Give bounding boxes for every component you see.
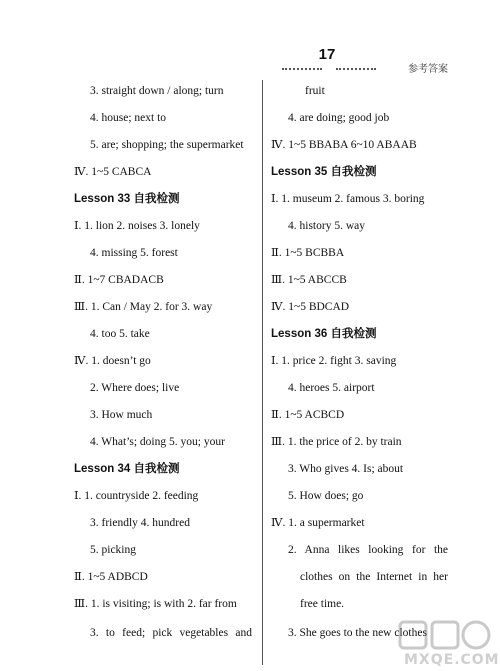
answer-line: 2. Anna likes looking for the xyxy=(288,544,448,556)
answer-line: fruit xyxy=(305,85,325,97)
answer-line: 4. What’s; doing 5. you; your xyxy=(90,436,225,448)
answer-line: 5. are; shopping; the supermarket xyxy=(90,139,244,151)
answer-line: Ⅰ. 1. museum 2. famous 3. boring xyxy=(271,193,425,205)
answer-line: Ⅰ. 1. lion 2. noises 3. lonely xyxy=(74,220,200,232)
answer-line: Ⅳ. 1~5 BBABA 6~10 ABAAB xyxy=(271,139,417,151)
answer-line: Ⅳ. 1. a supermarket xyxy=(271,517,365,529)
answer-line: 5. How does; go xyxy=(288,490,364,502)
answer-line: Ⅰ. 1. countryside 2. feeding xyxy=(74,490,199,502)
answer-line: 4. missing 5. forest xyxy=(90,247,178,259)
answer-line: Ⅱ. 1~5 ACBCD xyxy=(271,409,345,421)
page-number: 17 xyxy=(318,46,336,63)
answer-line: 3. She goes to the new clothes xyxy=(288,627,427,639)
answer-line: 3. to feed; pick vegetables and xyxy=(90,627,252,639)
answer-line: Ⅱ. 1~5 BCBBA xyxy=(271,247,345,259)
header-dotted-rule-right xyxy=(336,68,376,70)
lesson-heading: Lesson 34 自我检测 xyxy=(74,463,180,475)
watermark-logo-icon xyxy=(398,618,494,652)
lesson-heading: Lesson 33 自我检测 xyxy=(74,193,180,205)
watermark xyxy=(398,618,498,668)
answer-line: 3. straight down / along; turn xyxy=(90,85,224,97)
answer-line: 4. history 5. way xyxy=(288,220,365,232)
answer-line: 4. too 5. take xyxy=(90,328,150,340)
lesson-heading: Lesson 35 自我检测 xyxy=(271,166,377,178)
watermark-text: MXQE.COM xyxy=(404,652,500,668)
answer-line: free time. xyxy=(300,598,345,610)
answer-line: 3. friendly 4. hundred xyxy=(90,517,190,529)
answer-line: Ⅲ. 1~5 ABCCB xyxy=(271,274,347,286)
answer-line: 4. heroes 5. airport xyxy=(288,382,375,394)
column-divider xyxy=(262,80,263,665)
answer-line: Ⅳ. 1~5 BDCAD xyxy=(271,301,350,313)
answer-line: Ⅳ. 1. doesn’t go xyxy=(74,355,151,367)
answer-line: Ⅳ. 1~5 CABCA xyxy=(74,166,152,178)
answer-line: 4. are doing; good job xyxy=(288,112,390,124)
answer-line: Ⅰ. 1. price 2. fight 3. saving xyxy=(271,355,397,367)
answer-line: 4. house; next to xyxy=(90,112,167,124)
header-dotted-rule-left xyxy=(282,68,322,70)
answer-line: 5. picking xyxy=(90,544,136,556)
answer-line: clothes on the Internet in her xyxy=(300,571,448,583)
lesson-heading: Lesson 36 自我检测 xyxy=(271,328,377,340)
answer-line: Ⅱ. 1~7 CBADACB xyxy=(74,274,164,286)
answer-line: Ⅱ. 1~5 ADBCD xyxy=(74,571,148,583)
page-header xyxy=(0,0,500,80)
answer-line: Ⅲ. 1. Can / May 2. for 3. way xyxy=(74,301,213,313)
answer-line: Ⅲ. 1. the price of 2. by train xyxy=(271,436,402,448)
answer-line: 3. Who gives 4. Is; about xyxy=(288,463,404,475)
answer-line: 3. How much xyxy=(90,409,153,421)
answer-line: Ⅲ. 1. is visiting; is with 2. far from xyxy=(74,598,237,610)
answer-line: 2. Where does; live xyxy=(90,382,180,394)
header-label: 参考答案 xyxy=(408,64,448,75)
